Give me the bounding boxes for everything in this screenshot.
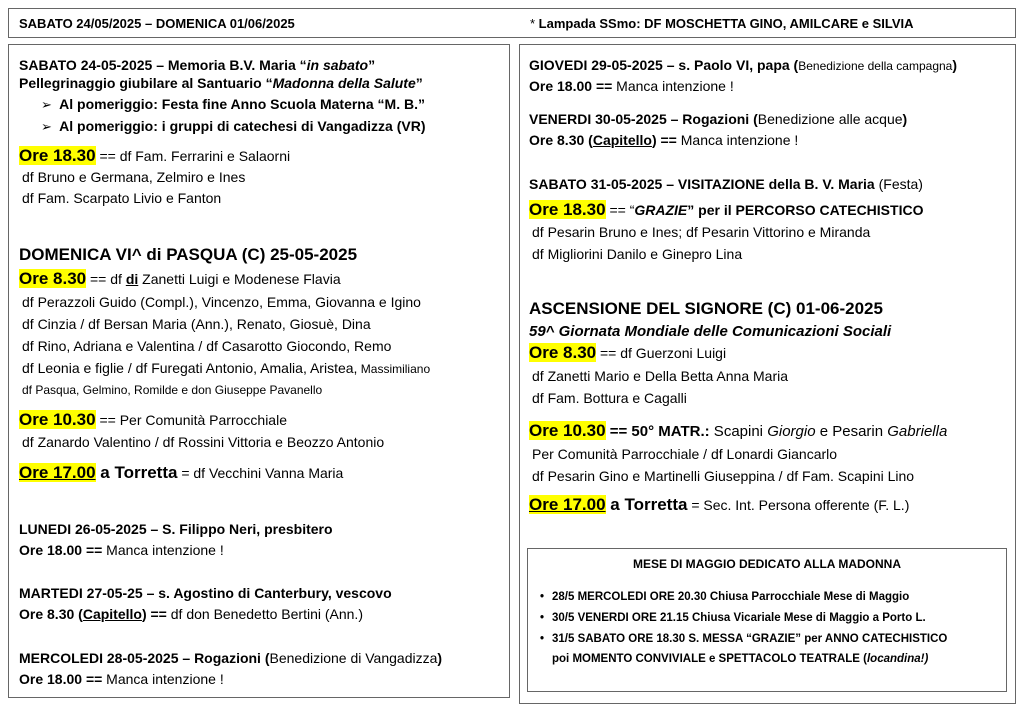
dom-intention-1: df Perazzoli Guido (Compl.), Vincenzo, Emma, Giovanna e Igino <box>22 294 421 310</box>
bullet-dot-icon: • <box>540 591 545 603</box>
arrow-bullet-icon: ➢ <box>41 119 60 134</box>
sab31-intention-1: df Pesarin Bruno e Ines; df Pesarin Vittorino e Miranda <box>532 224 871 240</box>
may-item-2: • 30/5 VENERDI ORE 21.15 Chiusa Vicariale Mese di Maggio a Porto L. <box>540 612 926 624</box>
gio-title: GIOVEDI 29-05-2025 – s. Paolo VI, papa (Benedizione della campagna) <box>529 57 958 73</box>
time-highlight: Ore 8.30 <box>19 269 87 288</box>
header-bar <box>8 8 1016 38</box>
asc-intention-2: df Fam. Bottura e Cagalli <box>532 390 687 406</box>
asc-intention-4: df Pesarin Gino e Martinelli Giuseppina / df Fam. Scapini Lino <box>532 468 915 484</box>
header-lamp <box>530 16 914 31</box>
dom-intention-5: df Pasqua, Gelmino, Romilde e don Giuseppe Pavanello <box>22 383 323 397</box>
may-item-3-cont: poi MOMENTO CONVIVIALE e SPETTACOLO TEATRALE (locandina!) <box>552 653 929 665</box>
ven-mass: Ore 8.30 (Capitello) == Manca intenzione ! <box>529 132 799 148</box>
mar-title: MARTEDI 27-05-25 – s. Agostino di Canterbury, vescovo <box>19 585 392 601</box>
sab31-mass-1830: Ore 18.30 == “GRAZIE” per il PERCORSO CATECHISTICO <box>529 200 924 219</box>
sab31-intention-2: df Migliorini Danilo e Ginepro Lina <box>532 246 743 262</box>
lun-title: LUNEDI 26-05-2025 – S. Filippo Neri, presbitero <box>19 521 333 537</box>
header-dates: SABATO 24/05/2025 – DOMENICA 01/06/2025 <box>19 16 295 31</box>
mer-mass: Ore 18.00 == Manca intenzione ! <box>19 671 224 687</box>
time-highlight: Ore 17.00 <box>19 463 96 482</box>
time-highlight: Ore 10.30 <box>529 421 606 440</box>
may-item-3: • 31/5 SABATO ORE 18.30 S. MESSA “GRAZIE” per ANNO CATECHISTICO <box>540 633 948 645</box>
dom-intention-3: df Rino, Adriana e Valentina / df Casarotto Giocondo, Remo <box>22 338 392 354</box>
sab-intention-1: df Bruno e Germana, Zelmiro e Ines <box>22 169 246 185</box>
dom-intention-2: df Cinzia / df Bersan Maria (Ann.), Renato, Giosuè, Dina <box>22 316 371 332</box>
arrow-bullet-icon: ➢ <box>41 97 60 112</box>
asc-mass-1700: Ore 17.00 a Torretta = Sec. Int. Persona offerente (F. L.) <box>529 495 910 514</box>
asc-title: ASCENSIONE DEL SIGNORE (C) 01-06-2025 <box>529 299 883 318</box>
dom-mass-1030: Ore 10.30 == Per Comunità Parrocchiale <box>19 410 287 429</box>
time-highlight: Ore 10.30 <box>19 410 96 429</box>
asc-mass-830: Ore 8.30 == df Guerzoni Luigi <box>529 343 727 362</box>
sab-pilgrimage: Pellegrinaggio giubilare al Santuario “Madonna della Salute” <box>19 75 423 91</box>
may-month-box <box>527 548 1007 692</box>
asc-subtitle: 59^ Giornata Mondiale delle Comunicazioni Sociali <box>529 323 892 340</box>
sab-mass-1830: Ore 18.30 == df Fam. Ferrarini e Salaorni <box>19 146 291 165</box>
dom-intention-4: df Leonia e figlie / df Furegati Antonio, Amalia, Aristea, Massimiliano <box>22 360 431 376</box>
dom-intention-6: df Zanardo Valentino / df Rossini Vittoria e Beozzo Antonio <box>22 434 385 450</box>
sab-title: SABATO 24-05-2025 – Memoria B.V. Maria “in sabato” <box>19 57 376 73</box>
sab-bullet-1: ➢ Al pomeriggio: Festa fine Anno Scuola Materna “M. B.” <box>41 96 425 112</box>
may-item-1: • 28/5 MERCOLEDI ORE 20.30 Chiusa Parrocchiale Mese di Maggio <box>540 591 910 603</box>
mar-mass: Ore 8.30 (Capitello) == df don Benedetto Bertini (Ann.) <box>19 606 363 622</box>
dom-mass-830: Ore 8.30 == df di Zanetti Luigi e Modenese Flavia <box>19 269 341 288</box>
sab-intention-2: df Fam. Scarpato Livio e Fanton <box>22 190 222 206</box>
lamp-star: * <box>530 16 539 31</box>
may-box-title: MESE DI MAGGIO DEDICATO ALLA MADONNA <box>633 557 901 571</box>
left-column <box>8 44 510 698</box>
ven-title: VENERDI 30-05-2025 – Rogazioni (Benedizione alle acque) <box>529 111 908 127</box>
bullet-dot-icon: • <box>540 633 545 645</box>
bullet-dot-icon: • <box>540 612 545 624</box>
asc-mass-1030: Ore 10.30 == 50° MATR.: Scapini Giorgio e Pesarin Gabriella <box>529 421 948 440</box>
sab-bullet-2: ➢ Al pomeriggio: i gruppi di catechesi di Vangadizza (VR) <box>41 118 426 134</box>
lamp-text: Lampada SSmo: DF MOSCHETTA GINO, AMILCARE e SILVIA <box>538 16 914 31</box>
time-highlight: Ore 8.30 <box>529 343 597 362</box>
dom-mass-1700: Ore 17.00 a Torretta = df Vecchini Vanna Maria <box>19 463 344 482</box>
dom-title: DOMENICA VI^ di PASQUA (C) 25-05-2025 <box>19 245 358 264</box>
mer-title: MERCOLEDI 28-05-2025 – Rogazioni (Benedizione di Vangadizza) <box>19 650 443 666</box>
sab31-title: SABATO 31-05-2025 – VISITAZIONE della B. V. Maria (Festa) <box>529 176 923 192</box>
time-highlight: Ore 18.30 <box>529 200 606 219</box>
asc-intention-1: df Zanetti Mario e Della Betta Anna Maria <box>532 368 789 384</box>
gio-mass: Ore 18.00 == Manca intenzione ! <box>529 78 734 94</box>
lun-mass: Ore 18.00 == Manca intenzione ! <box>19 542 224 558</box>
time-highlight: Ore 18.30 <box>19 146 96 165</box>
time-highlight: Ore 17.00 <box>529 495 606 514</box>
asc-intention-3: Per Comunità Parrocchiale / df Lonardi Giancarlo <box>532 446 838 462</box>
